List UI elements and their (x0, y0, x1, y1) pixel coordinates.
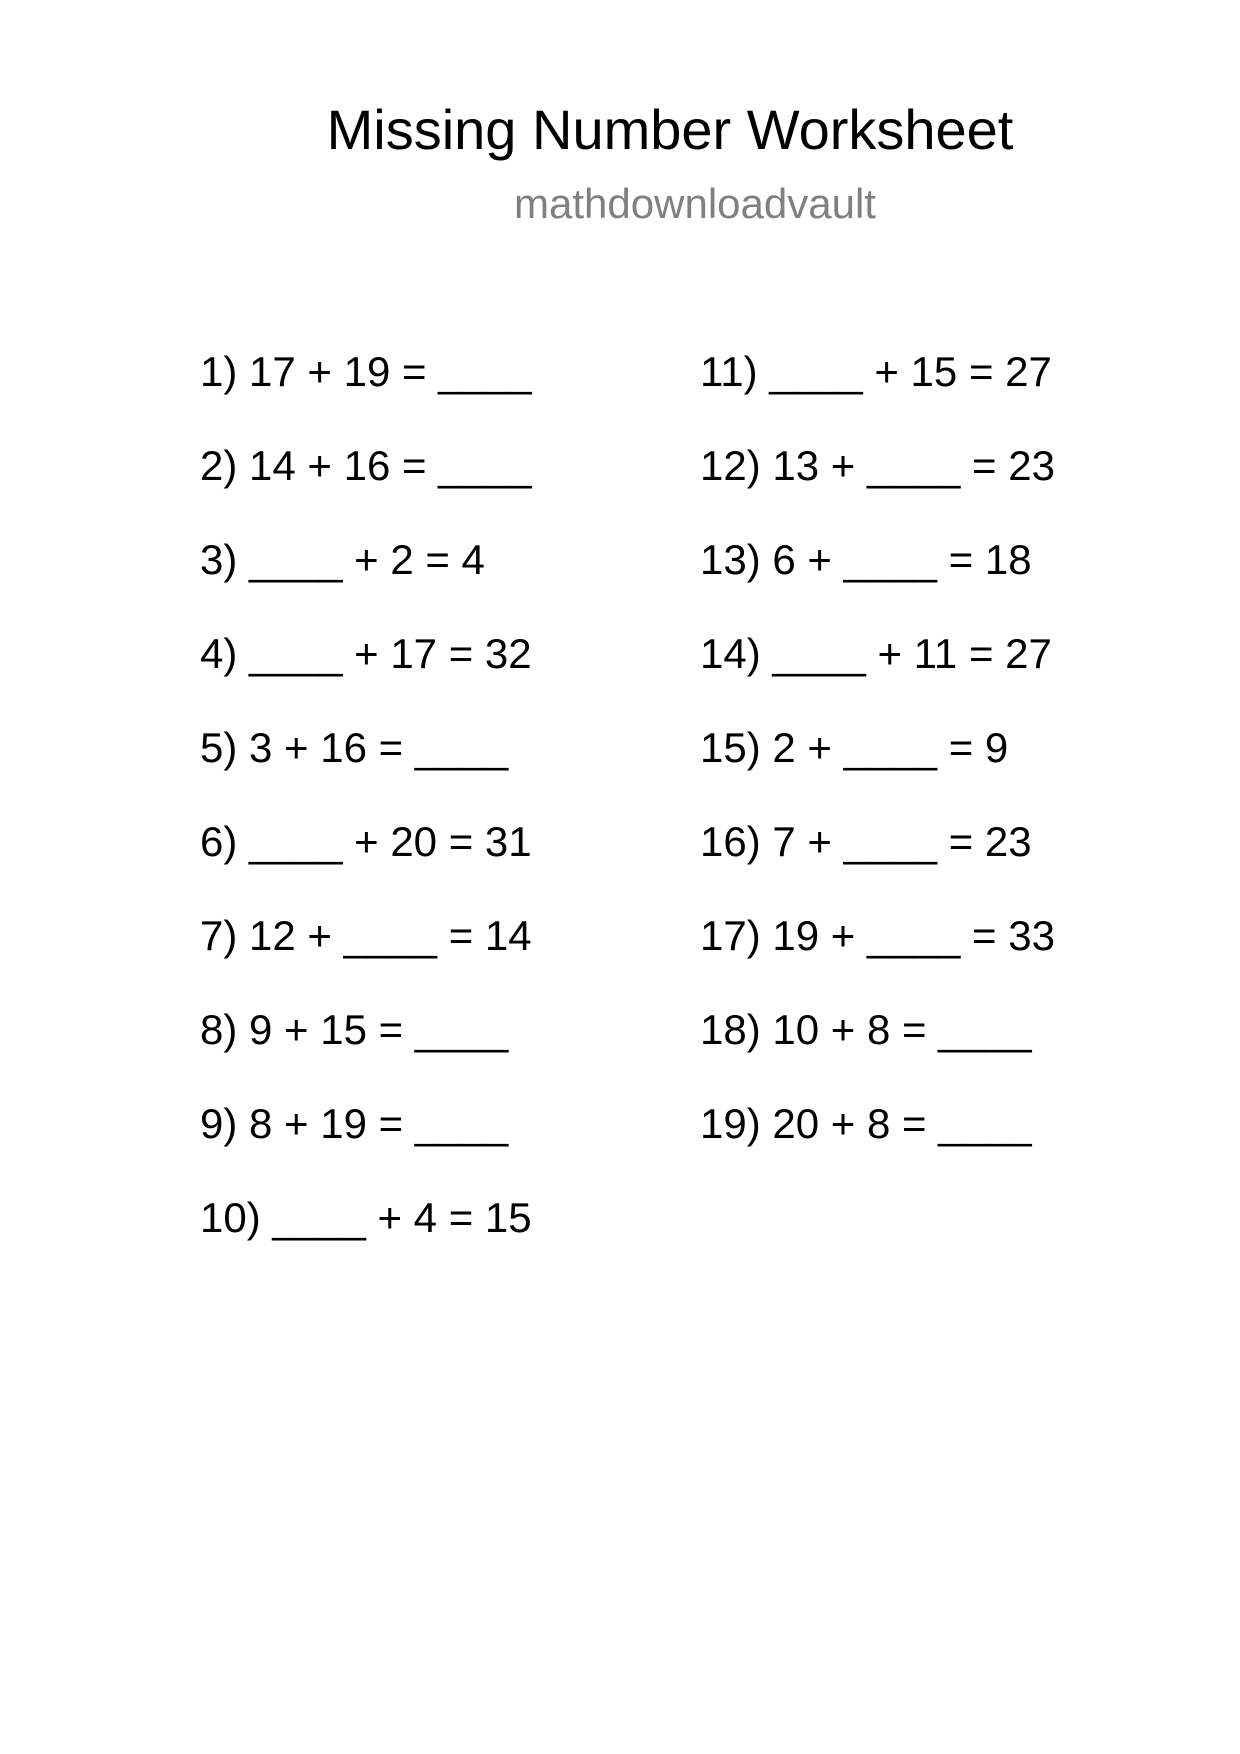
problem-item: 13) 6 + ____ = 18 (700, 536, 1032, 583)
problem-item: 5) 3 + 16 = ____ (200, 724, 509, 771)
problem-item: 16) 7 + ____ = 23 (700, 818, 1032, 865)
problem-item: 18) 10 + 8 = ____ (700, 1006, 1032, 1053)
problem-item: 2) 14 + 16 = ____ (200, 442, 532, 489)
page-title: Missing Number Worksheet (326, 98, 1014, 161)
problem-item: 14) ____ + 11 = 27 (700, 630, 1052, 677)
problem-item: 10) ____ + 4 = 15 (200, 1194, 532, 1241)
problem-item: 11) ____ + 15 = 27 (700, 348, 1052, 395)
problem-item: 15) 2 + ____ = 9 (700, 724, 1009, 771)
problem-item: 9) 8 + 19 = ____ (200, 1100, 509, 1147)
problem-item: 1) 17 + 19 = ____ (200, 348, 532, 395)
problem-item: 7) 12 + ____ = 14 (200, 912, 532, 959)
problem-item: 4) ____ + 17 = 32 (200, 630, 532, 677)
problem-item: 3) ____ + 2 = 4 (200, 536, 485, 583)
problem-item: 12) 13 + ____ = 23 (700, 442, 1055, 489)
problem-item: 19) 20 + 8 = ____ (700, 1100, 1032, 1147)
problem-item: 17) 19 + ____ = 33 (700, 912, 1055, 959)
problem-item: 6) ____ + 20 = 31 (200, 818, 532, 865)
problem-item: 8) 9 + 15 = ____ (200, 1006, 509, 1053)
page-subtitle: mathdownloadvault (514, 180, 876, 227)
